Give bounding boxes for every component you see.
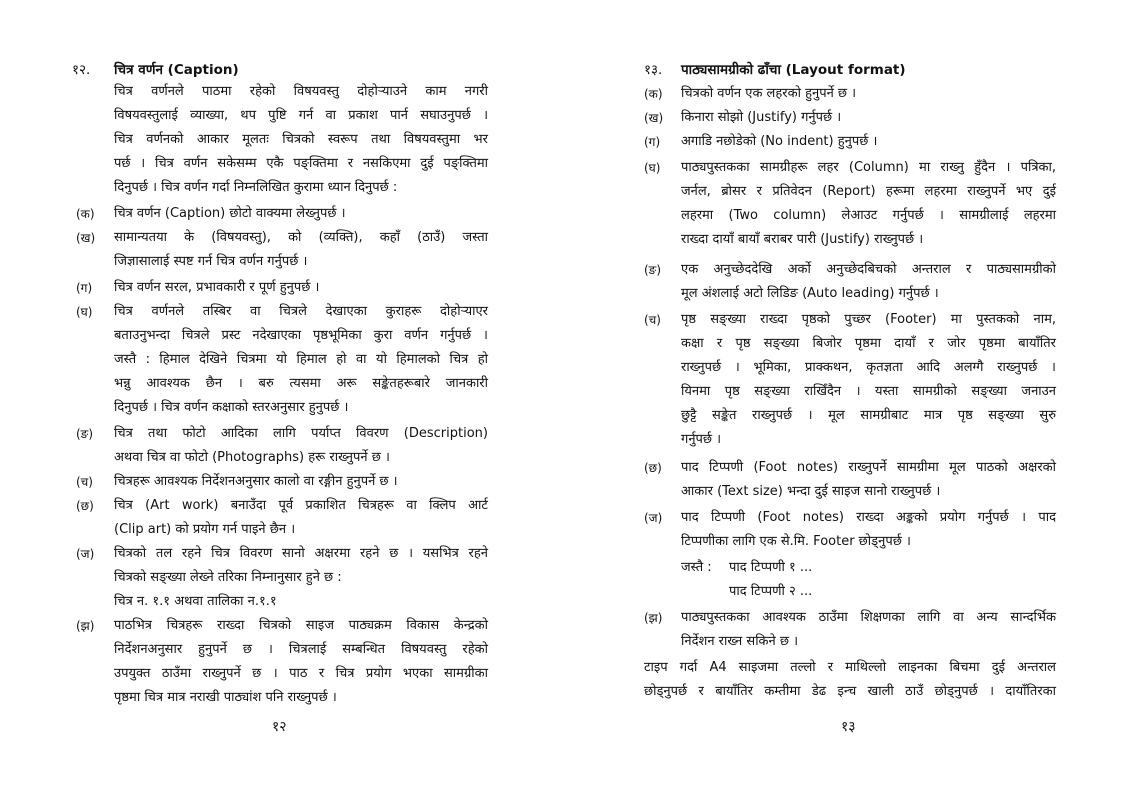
left-page [0,0,567,800]
list-item-line: निर्देशन राख्न सकिने छ । [681,634,799,649]
list-item-line: चित्र न. १.१ अथवा तालिका न.१.१ [114,594,277,609]
list-marker: (ग) [644,135,661,149]
list-item-line: राख्दा दायाँ बायाँ बराबर पारी (Justify) राख्नुपर्छ । [681,232,924,247]
list-marker: (ग) [76,281,93,295]
list-item-line: कक्षा र पृष्ठ सङ्ख्या बिजोर पृष्ठमा दायाँ र जोर पृष्ठमा बायाँतिर [681,336,1056,351]
list-item-line: चित्रको तल रहने चित्र विवरण सानो अक्षरमा रहने छ । यसभित्र रहने [114,546,488,561]
list-marker: (ङ) [76,427,94,441]
list-item-line: आकार (Text size) भन्दा दुई साइज सानो राख्नुपर्छ । [681,484,941,499]
section-title: चित्र वर्णन (Caption) [114,62,239,78]
section-heading [644,60,906,78]
list-item-line: (Clip art) को प्रयोग गर्न पाइने छैन । [114,522,296,537]
list-marker: (च) [76,475,93,489]
list-item-line: भन्नु आवश्यक छैन । बरु त्यसमा अरू सङ्केतहरूबारे जानकारी [114,376,488,391]
list-item-line: लहरमा (Two column) लेआउट गर्नुपर्छ । सामग्रीलाई लहरमा [681,208,1056,223]
list-item-line: बताउनुभन्दा चित्रले प्रस्ट नदेखाएका पृष्ठभूमिका कुरा वर्णन गर्नुपर्छ । [114,328,488,343]
list-item-line: पृष्ठ सङ्ख्या राख्दा पृष्ठको पुच्छर (Footer) मा पुस्तकको नाम, [681,312,1056,327]
list-marker: (झ) [644,611,663,625]
list-item-line: टिप्पणीका लागि एक से.मि. Footer छोड्नुपर्छ । [681,534,911,549]
section-title: पाठ्यसामग्रीको ढाँचा (Layout format) [681,62,906,78]
list-item-line: पाठ्यपुस्तकका आवश्यक ठाउँमा शिक्षणका लागि वा अन्य सान्दर्भिक [681,610,1056,625]
list-marker: (ख) [644,111,664,125]
list-item-line: जिज्ञासालाई स्पष्ट गर्न चित्र वर्णन गर्नुपर्छ । [114,254,308,269]
list-item-line: सामान्यतया के (विषयवस्तु), को (व्यक्ति), कहाँ (ठाउँ) जस्ता [114,230,488,245]
list-marker: (च) [644,313,661,327]
list-item-line: जर्नल, ब्रोसर र प्रतिवेदन (Report) हरूमा लहरमा राख्नुपर्ने भए दुई [681,184,1056,199]
list-marker: (घ) [76,305,93,319]
section-number: १३. [644,62,663,78]
list-item-line: एक अनुच्छेददेखि अर्को अनुच्छेदबिचको अन्तराल र पाठ्यसामग्रीको [681,262,1056,277]
paragraph-line: टाइप गर्दा A4 साइजमा तल्लो र माथिल्लो लाइनका बिचमा दुई अन्तराल [644,660,1056,675]
list-marker: (क) [76,207,95,221]
list-item-line: जस्तै : हिमाल देखिने चित्रमा यो हिमाल हो वा यो हिमालको चित्र हो [114,352,488,367]
list-item-line: चित्र (Art work) बनाउँदा पूर्व प्रकाशित चित्रहरू वा क्लिप आर्ट [114,498,488,513]
list-marker: (क) [644,87,663,101]
list-marker: (छ) [76,499,94,513]
list-item-line: राख्नुपर्छ । भूमिका, प्राक्कथन, कृतज्ञता आदि अलग्गै राख्नुपर्छ । [681,360,1056,375]
paragraph-line: दिनुपर्छ । चित्र वर्णन गर्दा निम्नलिखित कुरामा ध्यान दिनुपर्छ : [114,180,398,195]
list-item-line: उपयुक्त ठाउँमा राख्नुपर्ने छ । पाठ र चित्र प्रयोग भएका सामग्रीका [114,666,488,681]
list-item-line: चित्रको वर्णन एक लहरको हुनुपर्ने छ । [681,86,857,101]
paragraph-line: चित्र वर्णनको आकार मूलतः चित्रको स्वरूप तथा विषयवस्तुमा भर [114,132,488,147]
list-item-line: पाठभित्र चित्रहरू राख्दा चित्रको साइज पाठ्यक्रम विकास केन्द्रको [114,618,488,633]
list-marker: (ङ) [644,263,662,277]
list-item-line: किनारा सोझो (Justify) गर्नुपर्छ । [681,110,842,125]
list-item-line: पाद टिप्पणी (Foot notes) राख्नुपर्ने सामग्रीमा मूल पाठको अक्षरको [681,460,1056,475]
list-marker: (झ) [76,619,95,633]
paragraph-line: चित्र वर्णनले पाठमा रहेको विषयवस्तु दोहोऱ्याउने काम नगरी [114,84,488,99]
list-item-line: चित्रहरू आवश्यक निर्देशनअनुसार कालो वा रङ्गीन हुनुपर्ने छ । [114,474,398,489]
list-item-line: अगाडि नछोडेको (No indent) हुनुपर्छ । [681,134,878,149]
example-label: जस्तै : [681,560,712,575]
paragraph-line: पर्छ । चित्र वर्णन सकेसम्म एकै पङ्क्तिमा र नसकिएमा दुई पङ्क्तिमा [114,156,488,171]
list-item-line: चित्र वर्णन सरल, प्रभावकारी र पूर्ण हुनुपर्छ । [114,280,320,295]
section-number: १२. [72,62,91,78]
list-marker: (घ) [644,161,661,175]
list-marker: (ज) [76,547,95,561]
list-item-line: चित्रको सङ्ख्या लेख्ने तरिका निम्नानुसार हुने छ : [114,570,342,585]
list-item-line: यिनमा पृष्ठ सङ्ख्या राखिँदैन । यस्ता सामग्रीको सङ्ख्या जनाउन [681,384,1056,399]
list-marker: (ख) [76,231,96,245]
list-item-line: पाठ्यपुस्तकका सामग्रीहरू लहर (Column) मा राख्नु हुँदैन । पत्रिका, [681,160,1056,175]
list-item-line: चित्र वर्णन (Caption) छोटो वाक्यमा लेख्नुपर्छ । [114,206,346,221]
right-page [567,0,1135,800]
list-item-line: चित्र तथा फोटो आदिका लागि पर्याप्त विवरण (Description) [114,426,488,441]
example-line: पाद टिप्पणी १ ... [729,560,813,575]
page-number: १३ [841,719,856,735]
paragraph-line: छोड्नुपर्छ र बायाँतिर कम्तीमा डेढ इन्च खाली ठाउँ छोड्नुपर्छ । दायाँतिरका [644,684,1056,699]
paragraph-line: विषयवस्तुलाई व्याख्या, थप पुष्टि गर्न वा प्रकाश पार्न सघाउनुपर्छ । [114,108,488,123]
list-item-line: अथवा चित्र वा फोटो (Photographs) हरू राख्नुपर्ने छ । [114,450,390,465]
list-item-line: गर्नुपर्छ । [681,432,722,447]
list-item-line: मूल अंशलाई अटो लिडिङ (Auto leading) गर्नुपर्छ । [681,286,939,301]
list-marker: (छ) [644,461,662,475]
page-number: १२ [272,719,287,735]
list-item-line: निर्देशनअनुसार हुनुपर्ने छ । चित्रलाई सम्बन्धित विषयवस्तु रहेको [114,642,488,657]
list-item-line: पृष्ठमा चित्र मात्र नराखी पाठ्यांश पनि राख्नुपर्छ । [114,690,337,705]
list-marker: (ज) [644,511,663,525]
list-item-line: दिनुपर्छ । चित्र वर्णन कक्षाको स्तरअनुसार हुनुपर्छ । [114,400,349,415]
list-item-line: चित्र वर्णनले तस्बिर वा चित्रले देखाएका कुराहरू दोहोऱ्याएर [114,304,488,319]
section-heading [72,60,239,78]
list-item-line: छुट्टै सङ्केत राख्नुपर्छ । मूल सामग्रीबाट मात्र पृष्ठ सङ्ख्या सुरु [681,408,1056,423]
list-item-line: पाद टिप्पणी (Foot notes) राख्दा अङ्कको प्रयोग गर्नुपर्छ । पाद [681,510,1056,525]
example-line: पाद टिप्पणी २ ... [729,584,813,599]
